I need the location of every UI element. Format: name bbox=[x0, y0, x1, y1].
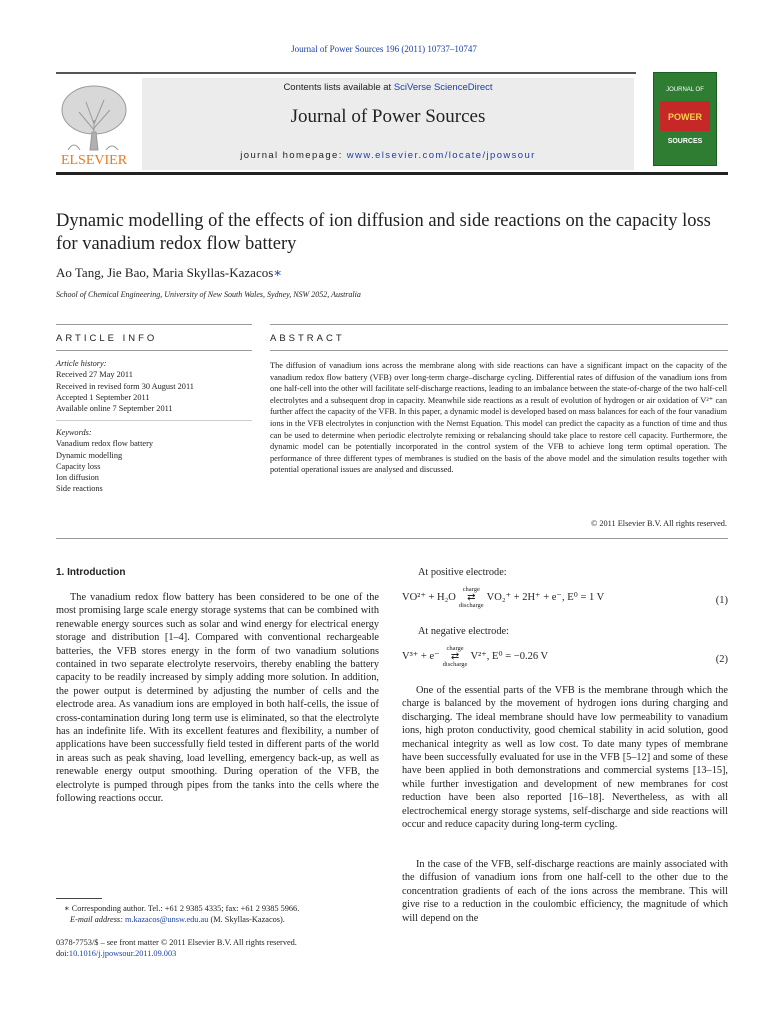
abstract-heading: ABSTRACT bbox=[270, 333, 345, 344]
authors-text: Ao Tang, Jie Bao, Maria Skyllas-Kazacos bbox=[56, 265, 274, 280]
author-asterisk-link[interactable]: ∗ bbox=[273, 265, 283, 280]
equation-2 bbox=[402, 645, 728, 677]
eq1-products: VO₂⁺ + 2H⁺ + e⁻, E⁰ = 1 V bbox=[486, 591, 605, 603]
doi-link[interactable]: 10.1016/j.jpowsour.2011.09.003 bbox=[68, 949, 177, 959]
history-received: Received 27 May 2011 bbox=[56, 370, 133, 380]
eq1-reversible-arrow: charge ⇄ discharge bbox=[458, 586, 484, 609]
header-rule bbox=[56, 72, 636, 74]
keyword-item: Capacity loss bbox=[56, 461, 101, 471]
journal-banner bbox=[142, 78, 634, 170]
header-thick-rule bbox=[56, 172, 728, 175]
article-info-heading: ARTICLE INFO bbox=[56, 333, 158, 344]
eq1-reactants: VO²⁺ + H₂O bbox=[402, 591, 456, 603]
elsevier-wordmark: ELSEVIER bbox=[60, 153, 128, 168]
email-link[interactable]: m.kazacos@unsw.edu.au bbox=[125, 915, 209, 925]
keyword-item: Side reactions bbox=[56, 484, 103, 494]
keywords-label: Keywords: bbox=[56, 428, 92, 437]
email-owner: (M. Skyllas-Kazacos). bbox=[208, 915, 285, 925]
svg-text:JOURNAL OF: JOURNAL OF bbox=[666, 87, 704, 93]
citation-link[interactable]: Journal of Power Sources 196 (2011) 10737–10747 bbox=[291, 44, 477, 54]
history-online: Available online 7 September 2011 bbox=[56, 404, 173, 414]
abstract-text: The diffusion of vanadium ions across the membrane along with side reactions can have a significant impact on the capacity of the vanadium redox flow battery (VFB) over long-term charge–discharge cycling. Differential rates of diffusion of the vanadium ions from one half-cell into the other will facilitate self-discharge reactions, leading to an imbalance between the state-of-charge of the two half-cell electrolytes and a subsequent drop in capacity. Meanwhile side reactions as a result of evolution of hydrogen or air oxidation of V²⁺ can further affect the capacity of the VFB. In this paper, a dynamic model is developed based on mass balances for each of the four vanadium ions in the VFB electrolytes in conjunction with the Nernst Equation. This model can predict the capacity as a function of time and thus can be used to determine when periodic electrolyte remixing or rebalancing should take place to restore cell capacity. Furthermore, the dynamic model can be potentially incorporated in the control system of the VFB to achieve long term optimal operation. The performance of three different types of membranes is studied on the basis of the above model and the simulation results together with potential operational issues are analysed and discussed. bbox=[270, 361, 727, 475]
keyword-item: Dynamic modelling bbox=[56, 450, 123, 460]
negative-electrode-label: At negative electrode: bbox=[418, 626, 509, 637]
article-info-rule-top bbox=[56, 324, 252, 325]
section-heading-introduction: 1. Introduction bbox=[56, 567, 126, 578]
author-list bbox=[56, 265, 282, 281]
contents-line bbox=[142, 82, 634, 93]
sciencedirect-link[interactable]: SciVerse ScienceDirect bbox=[393, 82, 493, 93]
corresponding-author-note bbox=[64, 903, 384, 926]
issn-doi bbox=[56, 937, 396, 960]
history-revised: Received in revised form 30 August 2011 bbox=[56, 381, 194, 391]
article-history bbox=[56, 358, 252, 414]
abstract-rule bbox=[270, 350, 728, 351]
eq2-reactants: V³⁺ + e⁻ bbox=[402, 650, 440, 662]
issn-line: 0378-7753/$ – see front matter © 2011 Elsevier B.V. All rights reserved. bbox=[56, 938, 297, 947]
copyright: © 2011 Elsevier B.V. All rights reserved. bbox=[590, 519, 727, 528]
keyword-item: Ion diffusion bbox=[56, 473, 99, 483]
self-discharge-paragraph: In the case of the VFB, self-discharge reactions are mainly associated with the diffusion of vanadium ions from one half-cell to the other due to the concentration gradients of each of the ions across the membrane. This will give rise to a reduction in the coulombic efficiency, the magnitude of which will depend on the bbox=[402, 859, 728, 924]
eq2-products: V²⁺, E⁰ = −0.26 V bbox=[470, 650, 549, 662]
footnote-rule bbox=[56, 898, 102, 899]
journal-cover[interactable] bbox=[653, 72, 717, 166]
membrane-paragraph: One of the essential parts of the VFB is the membrane through which the charge is balanced by the movement of hydrogen ions during charging and discharging. The ideal membrane should have low permeability to vanadium ions, high proton conductivity, good chemical stability in acid solution, good mechanical integrity as well as low cost. To date many types of membrane have been successfully evaluated for use in the VFB [5–12] and some of these have been applied in both demonstrations and commercial systems [13–15], while further investigation and development of new membranes for cost reduction have been also reported [16–18]. Nevertheless, as with all electrochemical energy storage systems, self-discharge and side reactions will occur and reduce capacity during long-term cycling. bbox=[402, 685, 728, 831]
homepage-line bbox=[142, 150, 634, 161]
email-label: E-mail address: bbox=[70, 915, 125, 925]
equation-1 bbox=[402, 586, 728, 618]
doi-label: doi: bbox=[56, 949, 69, 959]
journal-title: Journal of Power Sources bbox=[290, 106, 486, 127]
elsevier-tree-icon bbox=[54, 80, 134, 168]
abstract-rule-top bbox=[270, 324, 728, 325]
svg-text:POWER: POWER bbox=[667, 112, 703, 122]
abstract-bottom-rule bbox=[56, 538, 728, 539]
contents-prefix: Contents lists available at bbox=[283, 82, 394, 93]
positive-electrode-label: At positive electrode: bbox=[418, 567, 507, 578]
eq2-number: (2) bbox=[715, 654, 728, 665]
homepage-link[interactable]: www.elsevier.com/locate/jpowsour bbox=[346, 150, 536, 161]
affiliation: School of Chemical Engineering, University of New South Wales, Sydney, NSW 2052, Australia bbox=[56, 290, 361, 299]
homepage-prefix: journal homepage: bbox=[240, 150, 347, 161]
corresponding-text: ∗ Corresponding author. Tel.: +61 2 9385 4335; fax: +61 2 9385 5966. bbox=[64, 904, 300, 913]
paper-title: Dynamic modelling of the effects of ion diffusion and side reactions on the capacity loss for vanadium redox flow battery bbox=[56, 211, 711, 254]
elsevier-logo bbox=[54, 80, 134, 168]
intro-paragraph: The vanadium redox flow battery has been considered to be one of the most promising large scale energy storage systems that can be combined with renewable energy sources such as solar and wind energy for electrical energy storage and distribution [1–4]. Compared with conventional rechargeable batteries, the VFB stores energy in the form of two vanadium solutions contained in two separate electrolyte reservoirs, thereby enabling the battery capacity to be readily increased by simply adding more solution. In addition, the power output is determined by adjusting the number of cells and the electrode area. As vanadium ions are employed in both half-cells, the issue of cross-contamination during long term use is eliminated, so that the electrolyte has an indefinite life. With its excellent features and flexibility, a number of applications have been successfully field tested in different parts of the world in areas such as peak shaving, load levelling, emergency back-up, as well as renewable energy output smoothing. During operation of the VFB, the electrolyte is pumped through pipes from the tanks into the cells where the following reactions occur. bbox=[56, 592, 379, 805]
svg-text:SOURCES: SOURCES bbox=[667, 138, 703, 145]
keywords-rule bbox=[56, 420, 252, 421]
eq1-number: (1) bbox=[715, 595, 728, 606]
eq2-reversible-arrow: charge ⇄ discharge bbox=[442, 645, 468, 668]
keywords bbox=[56, 427, 252, 495]
article-info-rule bbox=[56, 350, 252, 351]
keyword-item: Vanadium redox flow battery bbox=[56, 439, 153, 449]
journal-citation[interactable] bbox=[0, 44, 768, 54]
cover-graphic bbox=[654, 73, 716, 165]
history-accepted: Accepted 1 September 2011 bbox=[56, 392, 150, 402]
history-label: Article history: bbox=[56, 359, 107, 368]
